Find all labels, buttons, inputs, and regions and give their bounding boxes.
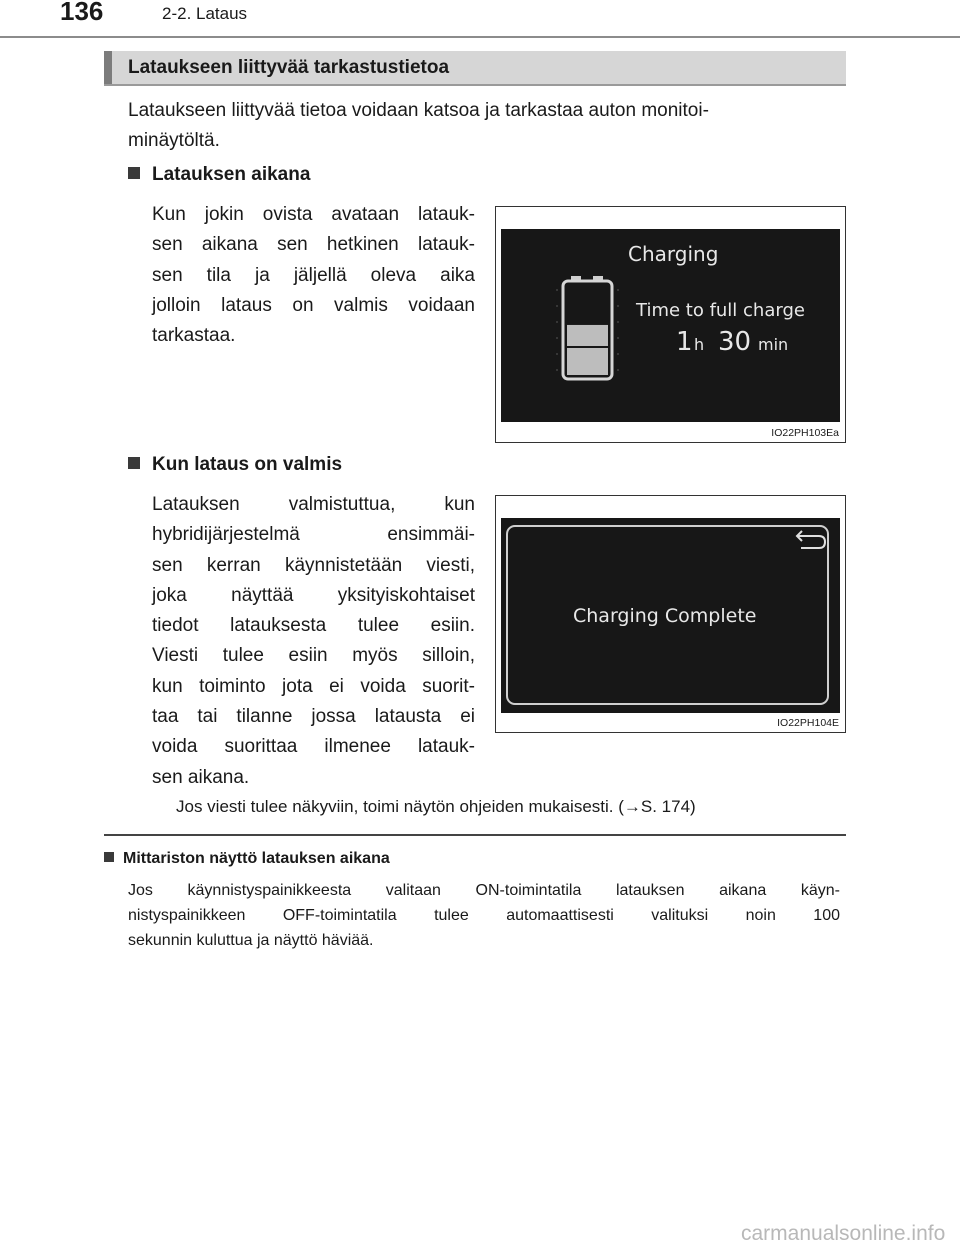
charging-screen	[501, 229, 840, 422]
subheading-text: Kun lataus on valmis	[152, 454, 343, 475]
figure-id: IO22PH104E	[777, 717, 839, 729]
watermark: carmanualsonline.info	[741, 1222, 946, 1245]
subheading-text: Latauksen aikana	[152, 164, 311, 185]
section-title: Lataukseen liittyvää tarkastustietoa	[128, 57, 450, 78]
charge-complete-screen	[501, 518, 840, 713]
charging-complete-message: Charging Complete	[573, 605, 757, 627]
hours-unit: h	[694, 335, 705, 354]
section-title-accent	[104, 51, 112, 84]
intro-line: minäytöltä.	[128, 130, 220, 151]
battery-fill	[567, 325, 608, 375]
intro-line: Lataukseen liittyvää tietoa voidaan katsoa ja tarkastaa auton monitoi-	[128, 100, 709, 121]
hours-value: 1	[676, 327, 693, 357]
subheading-charge-complete	[128, 454, 342, 476]
text-line: hybridijärjestelmä ensimmäi-	[152, 524, 475, 546]
figure-id: IO22PH103Ea	[771, 427, 839, 439]
text-line: sen aikana sen hetkinen latauk-	[152, 234, 475, 256]
charge-complete-graphic	[501, 518, 840, 713]
text-line: sen aikana.	[152, 766, 250, 788]
minutes-value: 30	[718, 327, 752, 357]
subheading-meter-display	[104, 850, 390, 868]
text-line: kun toiminto jota ei voida suorit-	[152, 675, 475, 697]
section-title-bar	[104, 51, 846, 86]
text-line: sen tila ja jäljellä oleva aika	[152, 264, 475, 286]
text-line: taa tai tilanne jossa latausta ei	[152, 706, 475, 728]
text-line: tiedot latauksesta tulee esiin.	[152, 615, 475, 637]
back-arrow-icon	[797, 531, 825, 548]
time-to-full-label: Time to full charge	[636, 300, 805, 321]
charging-screen-graphic	[501, 229, 840, 422]
meter-display-paragraph	[128, 878, 840, 953]
text-line: voida suorittaa ilmenee latauk-	[152, 736, 475, 758]
charging-figure	[495, 206, 846, 443]
text-line: Viesti tulee esiin myös silloin,	[152, 645, 475, 667]
subheading-during-charging	[128, 164, 310, 186]
during-charging-paragraph	[152, 200, 475, 351]
instruction-note: Jos viesti tulee näkyviin, toimi näytön ohjeiden mukaisesti. (→S. 174)	[176, 797, 696, 816]
text-line: joka näyttää yksityiskohtaiset	[152, 584, 475, 606]
header-rule	[0, 36, 960, 38]
subheading-text: Mittariston näyttö latauksen aikana	[123, 850, 390, 867]
text-line: jolloin lataus on valmis voidaan	[152, 294, 475, 316]
battery-icon	[557, 276, 618, 379]
charging-title: Charging	[628, 242, 719, 266]
text-line: nistyspainikkeen OFF-toimintatila tulee automaattisesti valituksi noin 100	[128, 907, 840, 924]
section-divider	[104, 834, 846, 836]
running-head: 2-2. Lataus	[162, 4, 248, 23]
minutes-unit: min	[758, 335, 789, 354]
square-bullet-icon	[128, 457, 140, 469]
square-bullet-icon	[104, 852, 114, 862]
text-line: sen kerran käynnistetään viesti,	[152, 554, 475, 576]
text-line: tarkastaa.	[152, 325, 236, 347]
text-line: sekunnin kuluttua ja näyttö häviää.	[128, 932, 374, 949]
text-line: Latauksen valmistuttua, kun	[152, 494, 475, 515]
charge-complete-paragraph	[152, 490, 475, 793]
square-bullet-icon	[128, 167, 140, 179]
text-line: Jos käynnistyspainikkeesta valitaan ON-toimintatila latauksen aikana käyn-	[128, 882, 840, 899]
page-number: 136	[60, 0, 104, 26]
charge-complete-figure	[495, 495, 846, 733]
intro-paragraph	[128, 96, 844, 156]
text-line: Kun jokin ovista avataan latauk-	[152, 204, 475, 225]
